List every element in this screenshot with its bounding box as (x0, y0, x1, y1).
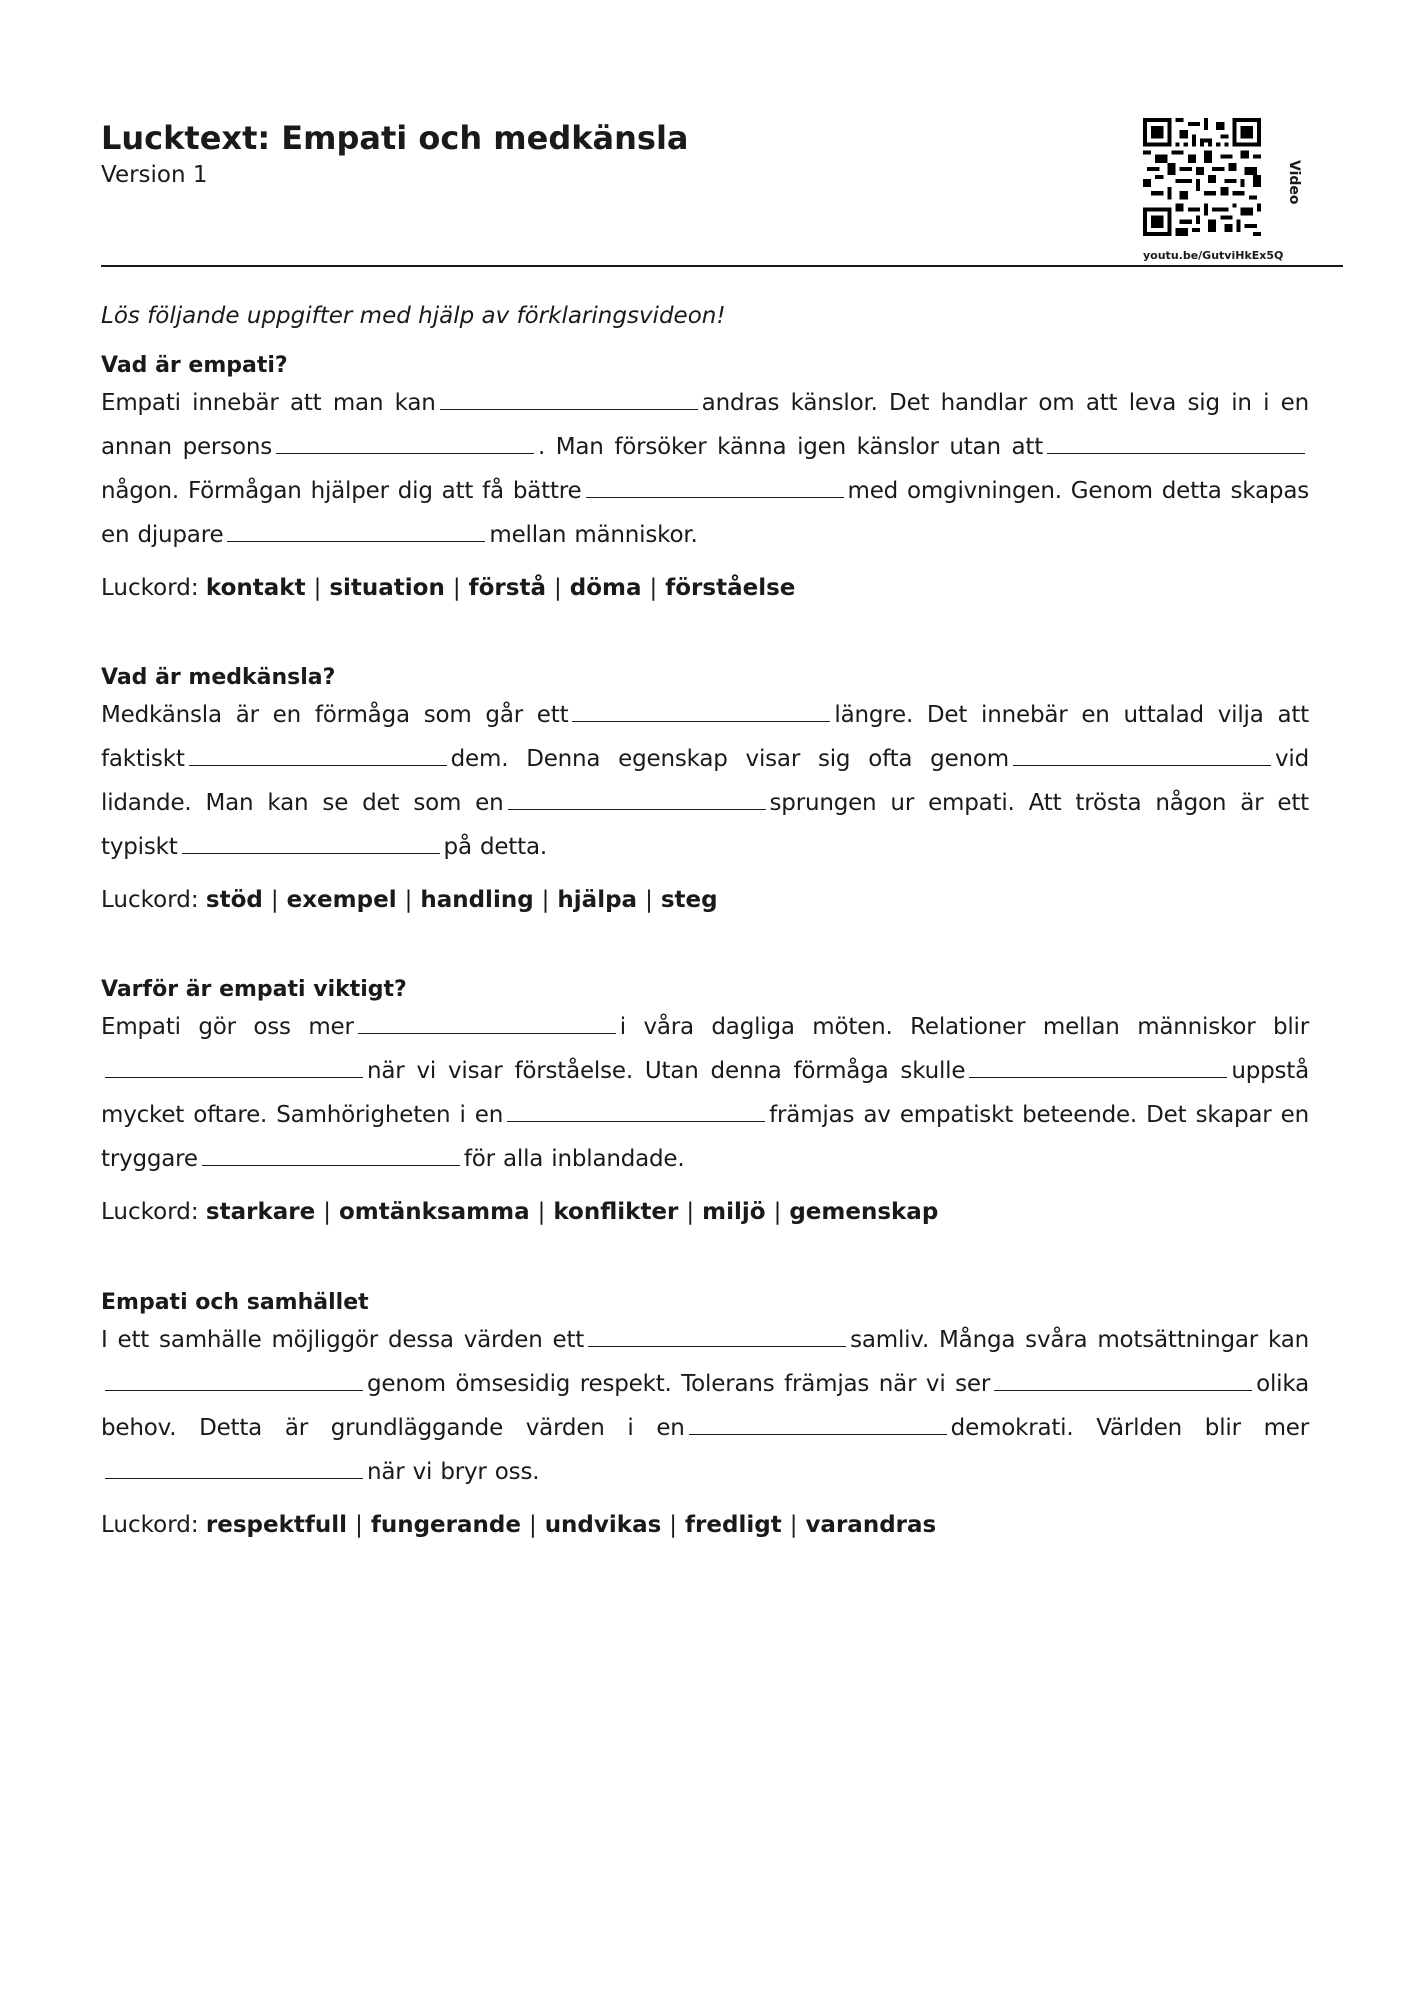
text-segment: mellan människor. (489, 522, 698, 549)
blank-input[interactable] (572, 701, 830, 722)
word-bank-item: situation (329, 575, 445, 602)
section-vad-ar-medkansla (101, 665, 1309, 913)
text-segment: demokrati. Världen blir mer (950, 1415, 1309, 1442)
blank-input[interactable] (189, 745, 447, 766)
blank-input[interactable] (1013, 745, 1271, 766)
word-bank-item: gemenskap (789, 1199, 939, 1226)
text-segment: i våra dagliga möten. Relationer mellan människor blir (619, 1014, 1309, 1041)
text-segment: andras känslor. Det handlar om att leva sig in i en annan persons (101, 390, 1309, 461)
text-segment: . Man försöker känna igen känslor utan att (538, 434, 1044, 461)
qr-url-link[interactable]: youtu.be/GutviHkEx5Q (1143, 249, 1284, 262)
word-bank-item: stöd (205, 887, 263, 914)
text-segment: Medkänsla är en förmåga som går ett (101, 702, 569, 729)
blank-input[interactable] (182, 833, 440, 854)
cloze-paragraph (101, 381, 1309, 557)
word-bank-item: konflikter (553, 1199, 679, 1226)
text-segment: genom ömsesidig respekt. Tolerans främjas när vi ser (367, 1371, 991, 1398)
text-segment: med omgivningen. Genom detta skapas en djupare (101, 478, 1309, 549)
word-bank-item: varandras (805, 1512, 937, 1539)
text-segment: för alla inblandade. (463, 1146, 685, 1173)
text-segment: dem. Denna egenskap visar sig ofta genom (450, 746, 1009, 773)
section-heading: Empati och samhället (101, 1290, 369, 1315)
header-divider (101, 265, 1343, 267)
blank-input[interactable] (440, 389, 698, 410)
blank-input[interactable] (105, 1370, 363, 1391)
section-heading: Vad är empati? (101, 353, 288, 378)
text-segment: någon. Förmågan hjälper dig att få bättre (101, 478, 582, 505)
word-bank-label: Luckord: (101, 1512, 199, 1539)
text-segment: när vi visar förståelse. Utan denna förmåga skulle (367, 1058, 966, 1085)
qr-code-icon[interactable] (1143, 118, 1261, 236)
text-segment: samliv. Många svåra motsättningar kan (850, 1327, 1309, 1354)
section-empati-och-samhallet (101, 1290, 1309, 1538)
word-bank: Luckord: kontakt | situation | förstå | döma | förståelse (101, 575, 796, 602)
section-varfor-ar-empati-viktigt (101, 977, 1309, 1225)
blank-input[interactable] (1047, 433, 1305, 454)
word-bank-item: förståelse (665, 575, 796, 602)
word-bank: Luckord: starkare | omtänksamma | konflikter | miljö | gemenskap (101, 1199, 939, 1226)
blank-input[interactable] (507, 1101, 765, 1122)
cloze-paragraph (101, 1318, 1309, 1494)
blank-input[interactable] (276, 433, 534, 454)
blank-input[interactable] (202, 1145, 460, 1166)
text-segment: när vi bryr oss. (367, 1459, 540, 1486)
blank-input[interactable] (105, 1458, 363, 1479)
blank-input[interactable] (994, 1370, 1252, 1391)
blank-input[interactable] (508, 789, 766, 810)
version-label: Version 1 (101, 161, 208, 188)
word-bank-item: starkare (205, 1199, 316, 1226)
word-bank-item: hjälpa (557, 887, 638, 914)
word-bank-item: kontakt (205, 575, 306, 602)
text-segment: på detta. (443, 834, 547, 861)
blank-input[interactable] (969, 1057, 1227, 1078)
word-bank-item: förstå (468, 575, 546, 602)
word-bank-item: miljö (702, 1199, 766, 1226)
word-bank-label: Luckord: (101, 575, 199, 602)
video-side-label: Video (1286, 160, 1302, 205)
section-heading: Varför är empati viktigt? (101, 977, 407, 1002)
word-bank-item: undvikas (544, 1512, 662, 1539)
text-segment: längre. Det innebär en uttalad vilja att faktiskt (101, 702, 1309, 773)
word-bank-item: respektfull (205, 1512, 348, 1539)
text-segment: vid lidande. Man kan se det som en (101, 746, 1309, 817)
text-segment: Empati innebär att man kan (101, 390, 436, 417)
word-bank-item: handling (420, 887, 534, 914)
word-bank-item: fungerande (370, 1512, 521, 1539)
word-bank-item: fredligt (685, 1512, 782, 1539)
document-header (101, 118, 689, 188)
instructions-text: Lös följande uppgifter med hjälp av förklaringsvideon! (101, 303, 726, 329)
text-segment: uppstå mycket oftare. Samhörigheten i en (101, 1058, 1309, 1129)
text-segment: Empati gör oss mer (101, 1014, 354, 1041)
cloze-paragraph (101, 693, 1309, 869)
blank-input[interactable] (358, 1013, 616, 1034)
word-bank-label: Luckord: (101, 1199, 199, 1226)
section-heading: Vad är medkänsla? (101, 665, 336, 690)
text-segment: sprungen ur empati. Att trösta någon är ett typiskt (101, 790, 1309, 861)
blank-input[interactable] (588, 1326, 846, 1347)
word-bank-item: omtänksamma (338, 1199, 530, 1226)
word-bank: Luckord: respektfull | fungerande | undvikas | fredligt | varandras (101, 1512, 937, 1539)
document-title: Lucktext: Empati och medkänsla (101, 119, 689, 157)
section-vad-ar-empati (101, 353, 1309, 601)
word-bank-item: exempel (286, 887, 397, 914)
blank-input[interactable] (227, 521, 485, 542)
word-bank-item: steg (660, 887, 718, 914)
blank-input[interactable] (105, 1057, 363, 1078)
cloze-paragraph (101, 1005, 1309, 1181)
text-segment: I ett samhälle möjliggör dessa värden ett (101, 1327, 585, 1354)
word-bank: Luckord: stöd | exempel | handling | hjälpa | steg (101, 887, 718, 914)
blank-input[interactable] (689, 1414, 947, 1435)
text-segment: olika behov. Detta är grundläggande värden i en (101, 1371, 1309, 1442)
word-bank-item: döma (569, 575, 642, 602)
text-segment: främjas av empatiskt beteende. Det skapar en tryggare (101, 1102, 1309, 1173)
blank-input[interactable] (586, 477, 844, 498)
word-bank-label: Luckord: (101, 887, 199, 914)
